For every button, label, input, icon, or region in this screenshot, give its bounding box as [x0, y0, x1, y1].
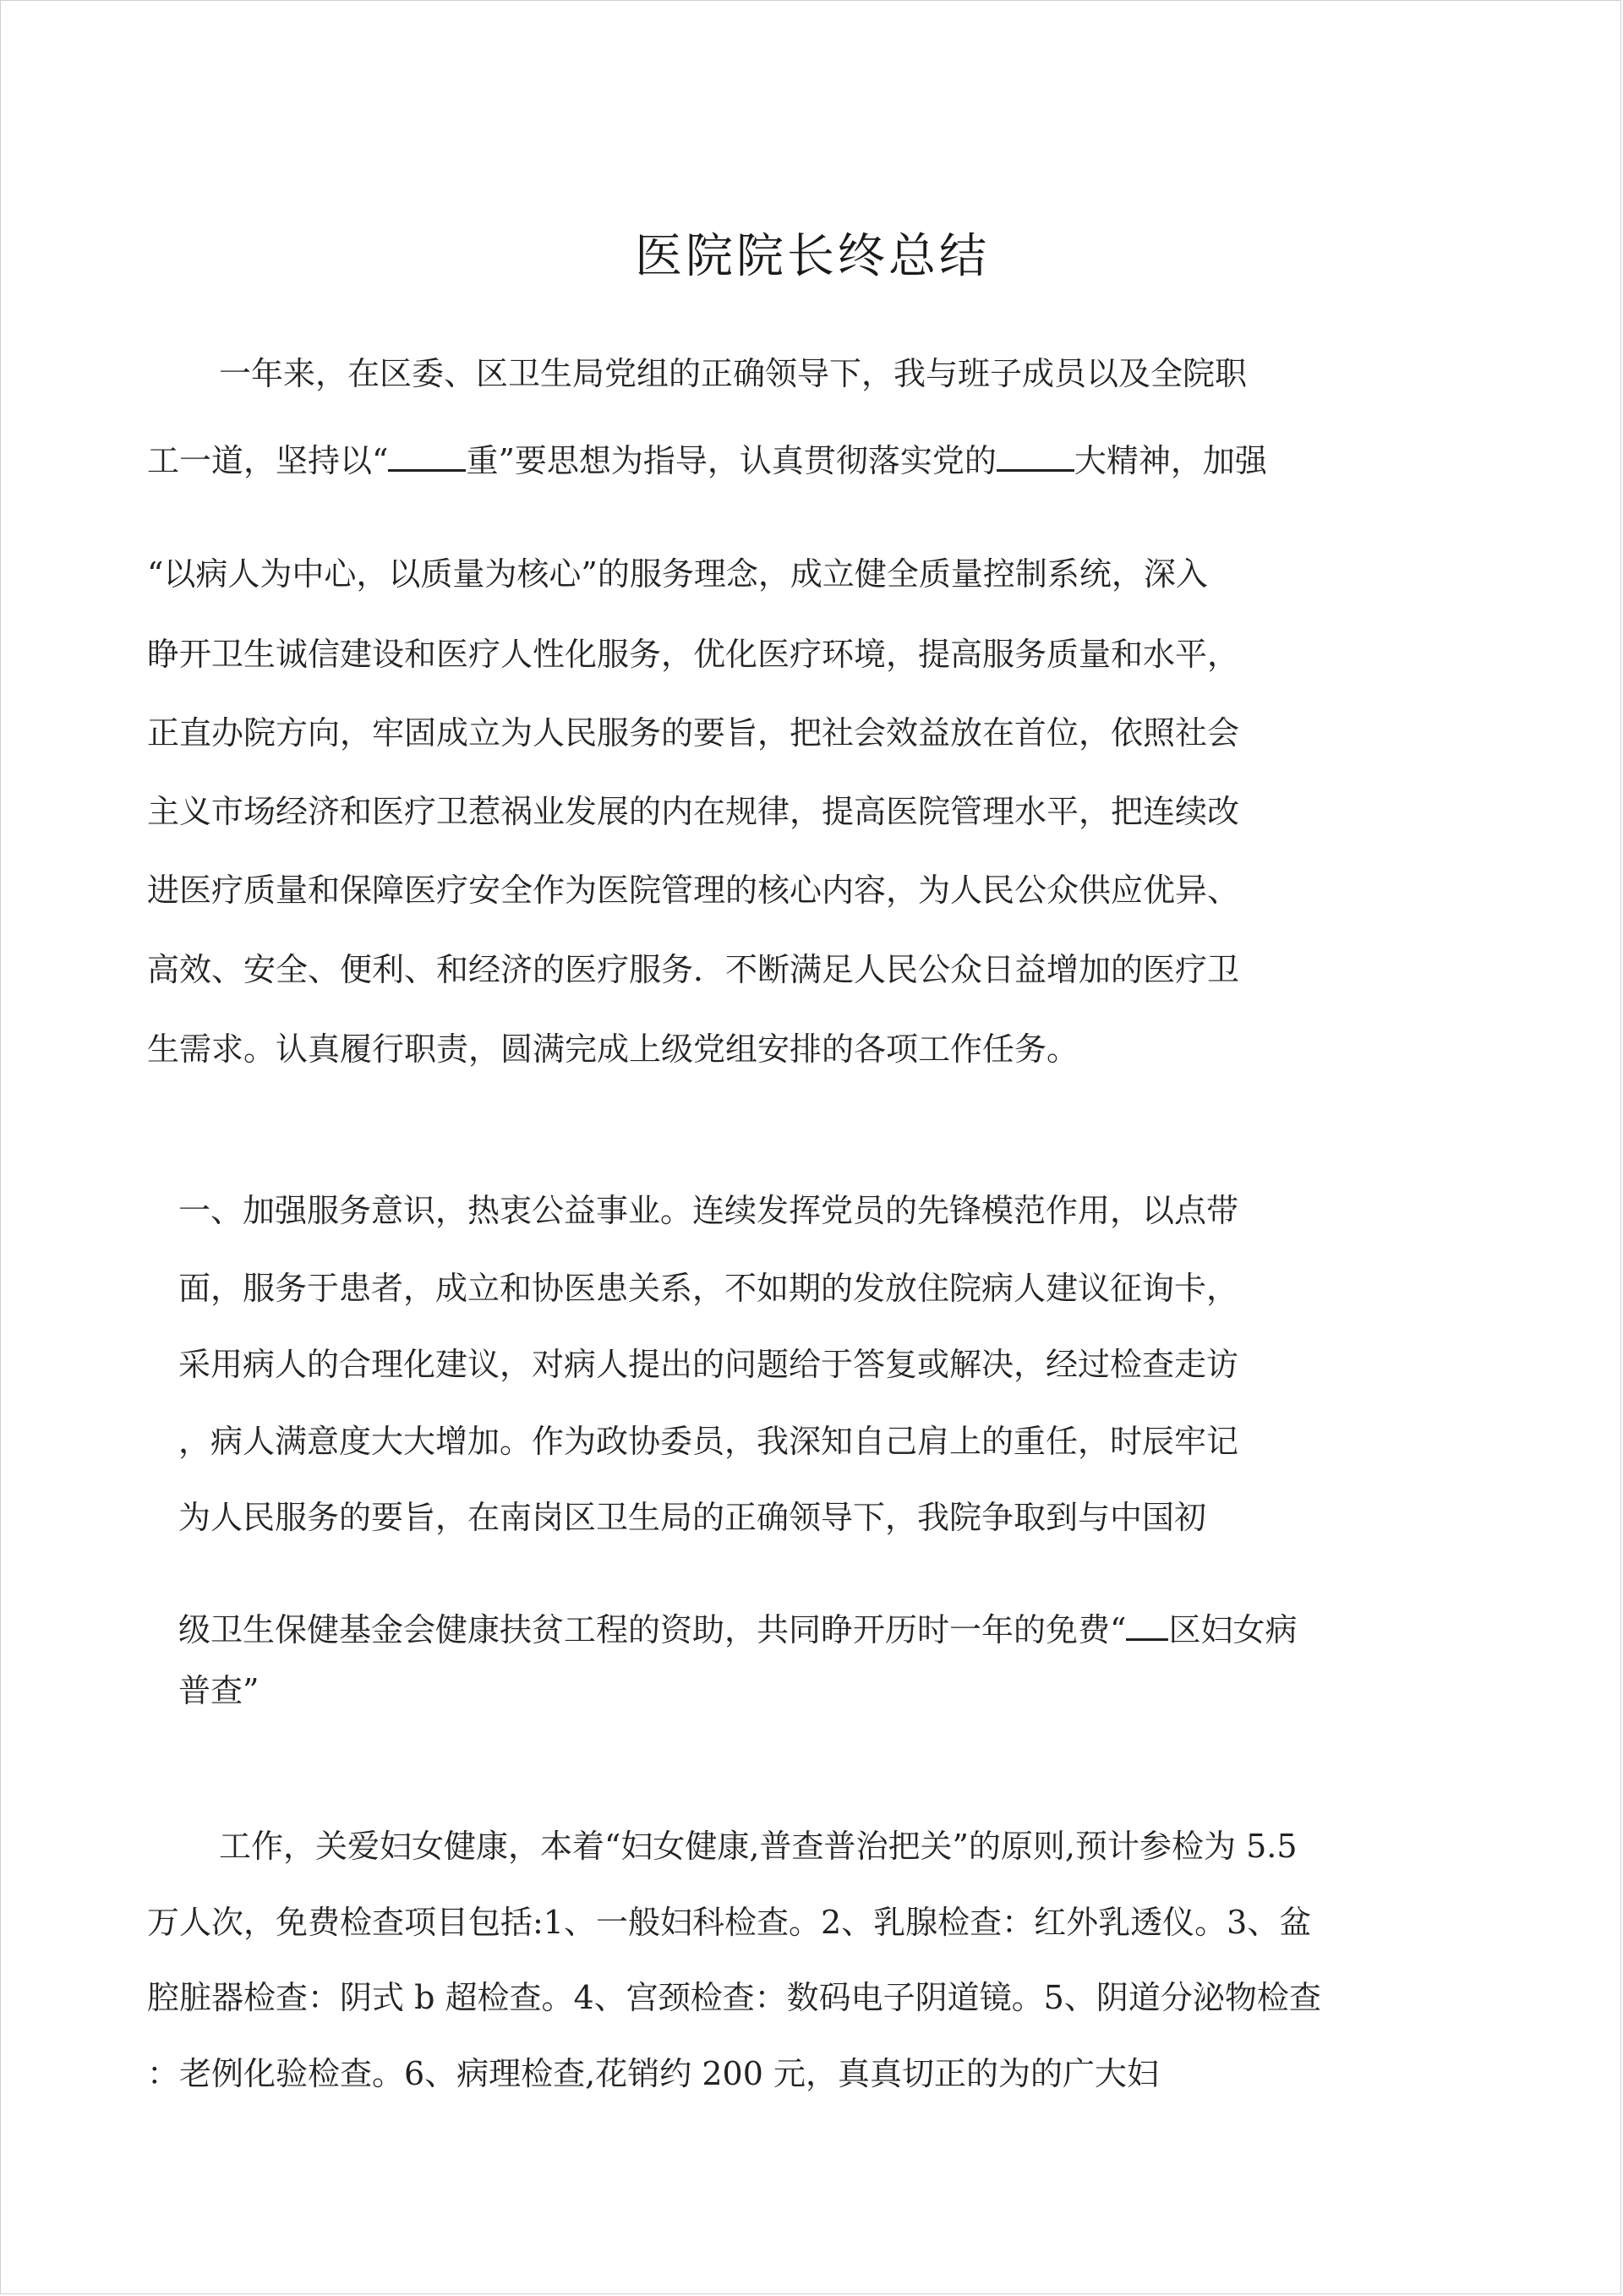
paragraph-line: 进医疗质量和保障医疗安全作为医院管理的核心内容，为人民公众供应优异、 — [147, 872, 1240, 909]
paragraph-line: 普查” — [178, 1672, 260, 1709]
text-segment: 大精神，加强 — [1074, 442, 1267, 479]
document-title: 医院院长终总结 — [635, 229, 990, 284]
paragraph-line: 主义市场经济和医疗卫惹祸业发展的内在规律，提高医院管理水平，把连续改 — [147, 793, 1240, 830]
fill-in-blank — [1126, 1604, 1168, 1641]
paragraph-line-with-blank — [178, 1604, 1297, 1649]
fill-in-blank — [388, 435, 466, 472]
paragraph-line: ，病人满意度大大增加。作为政协委员，我深知自己肩上的重任，时辰牢记 — [178, 1423, 1239, 1460]
paragraph-line-with-blanks — [147, 435, 1267, 480]
text-segment: 工一道，坚持以“ — [147, 442, 389, 479]
paragraph-line: 工作，关爱妇女健康，本着“妇女健康,普查普治把关”的原则,预计参检为 5.5 — [219, 1828, 1298, 1865]
text-segment: 级卫生保健基金会健康扶贫工程的资助，共同睁开历时一年的免费“ — [178, 1611, 1127, 1648]
paragraph-line: 面，服务于患者，成立和协医患关系，不如期的发放住院病人建议征询卡， — [178, 1270, 1239, 1307]
paragraph-line: “以病人为中心，以质量为核心”的服务理念，成立健全质量控制系统，深入 — [147, 555, 1208, 593]
text-segment: 重”要思想为指导，认真贯彻落实党的 — [466, 442, 997, 479]
text-segment: 区妇女病 — [1168, 1611, 1298, 1648]
paragraph-line: 腔脏器检查：阴式 b 超检查。4、宫颈检查：数码电子阴道镜。5、阴道分泌物检查 — [147, 1979, 1321, 2016]
paragraph-line: 为人民服务的要旨，在南岗区卫生局的正确领导下，我院争取到与中国初 — [178, 1499, 1207, 1536]
paragraph-line: 生需求。认真履行职责，圆满完成上级党组安排的各项工作任务。 — [147, 1030, 1079, 1068]
paragraph-line: 睁开卫生诚信建设和医疗人性化服务，优化医疗环境，提高服务质量和水平， — [147, 636, 1240, 673]
paragraph-line: ：老例化验检查。6、病理检查,花销约 200 元，真真切正的为的广大妇 — [147, 2055, 1159, 2092]
section-heading-line: 一、加强服务意识，热衷公益事业。连续发挥党员的先锋模范作用，以点带 — [178, 1192, 1239, 1229]
fill-in-blank — [997, 435, 1074, 472]
paragraph-line: 一年来，在区委、区卫生局党组的正确领导下，我与班子成员以及全院职 — [219, 355, 1248, 392]
paragraph-line: 万人次，免费检查项目包括:1、一般妇科检查。2、乳腺检查：红外乳透仪。3、盆 — [147, 1904, 1312, 1941]
paragraph-line: 高效、安全、便利、和经济的医疗服务．不断满足人民公众日益增加的医疗卫 — [147, 951, 1240, 988]
paragraph-line: 采用病人的合理化建议，对病人提出的问题给于答复或解决，经过检查走访 — [178, 1346, 1239, 1383]
paragraph-line: 正直办院方向，牢固成立为人民服务的要旨，把社会效益放在首位，依照社会 — [147, 714, 1240, 752]
